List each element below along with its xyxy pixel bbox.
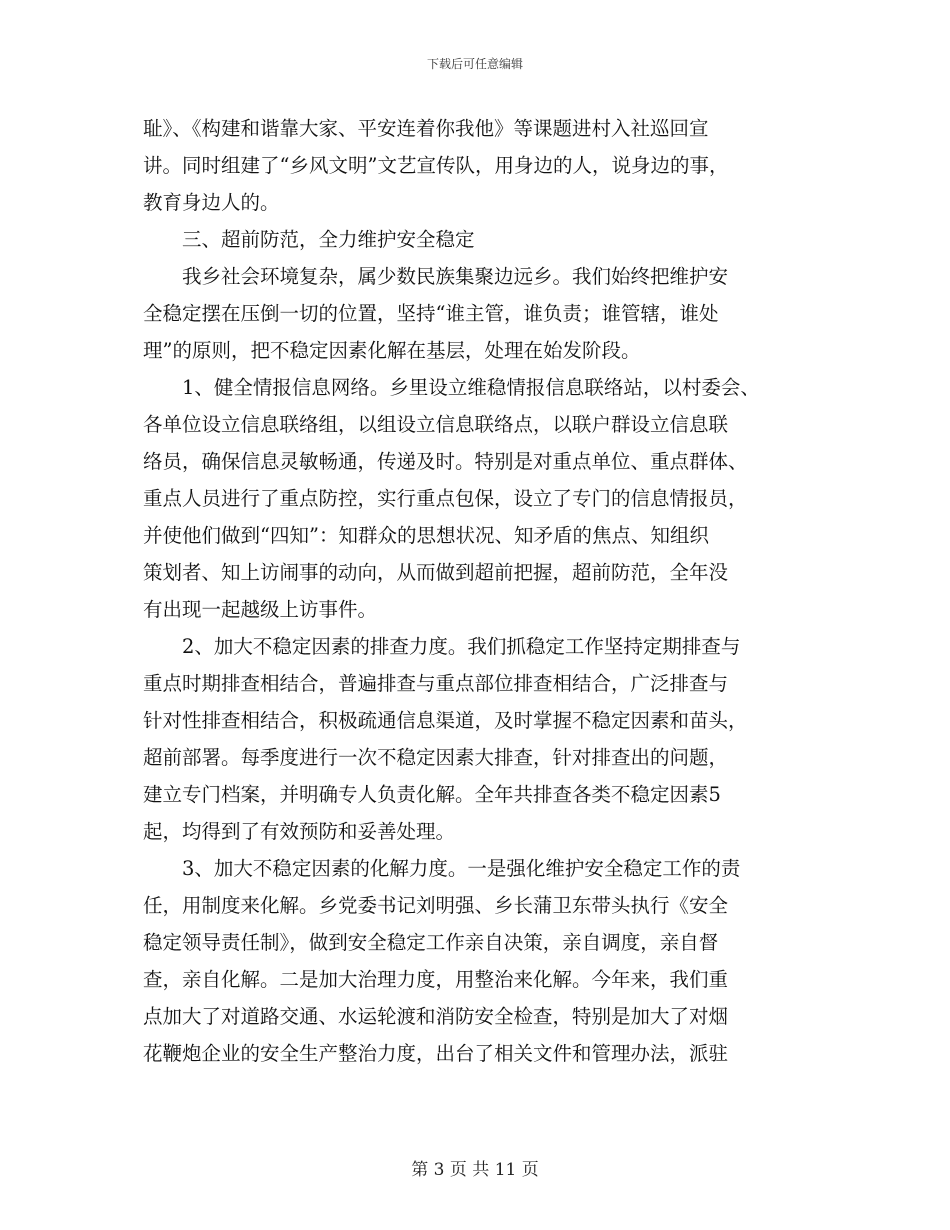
text-line: 并使他们做到“四知”：知群众的思想状况、知矛盾的焦点、知组织 bbox=[143, 524, 709, 547]
text-line: 花鞭炮企业的安全生产整治力度，出台了相关文件和管理办法，派驻 bbox=[143, 1042, 729, 1065]
text-line: 超前部署。每季度进行一次不稳定因素大排查，针对排查出的问题， bbox=[143, 746, 729, 769]
text-line: 点加大了对道路交通、水运轮渡和消防安全检查，特别是加大了对烟 bbox=[143, 1005, 729, 1028]
text-line: 策划者、知上访闹事的动向，从而做到超前把握，超前防范，全年没 bbox=[143, 561, 729, 584]
text-line: 全稳定摆在压倒一切的位置，坚持“谁主管，谁负责；谁管辖，谁处 bbox=[143, 302, 719, 325]
text-line: 起，均得到了有效预防和妥善处理。 bbox=[143, 820, 456, 843]
text-line: 各单位设立信息联络组，以组设立信息联络点，以联户群设立信息联 bbox=[143, 413, 729, 436]
text-line: 教育身边人的。 bbox=[143, 191, 280, 214]
text-line: 有出现一起越级上访事件。 bbox=[143, 598, 378, 621]
text-line: 查，亲自化解。二是加大治理力度，用整治来化解。今年来，我们重 bbox=[143, 968, 729, 991]
page-number-footer: 第 3 页 共 11 页 bbox=[411, 1160, 539, 1180]
text-line: 我乡社会环境复杂，属少数民族集聚边远乡。我们始终把维护安 bbox=[182, 265, 729, 288]
text-line: 1、健全情报信息网络。乡里设立维稳情报信息联络站，以村委会、 bbox=[182, 376, 760, 399]
text-line: 三、超前防范，全力维护安全稳定 bbox=[182, 228, 475, 251]
text-line: 耻》、《构建和谐靠大家、平安连着你我他》等课题进村入社巡回宣 bbox=[143, 117, 709, 140]
text-line: 针对性排查相结合，积极疏通信息渠道，及时掌握不稳定因素和苗头， bbox=[143, 709, 748, 732]
text-line: 重点时期排查相结合，普遍排查与重点部位排查相结合，广泛排查与 bbox=[143, 672, 729, 695]
text-line: 重点人员进行了重点防控，实行重点包保，设立了专门的信息情报员， bbox=[143, 487, 748, 510]
text-line: 任，用制度来化解。乡党委书记刘明强、乡长蒲卫东带头执行《安全 bbox=[143, 894, 729, 917]
text-line: 稳定领导责任制》，做到安全稳定工作亲自决策，亲自调度，亲自督 bbox=[143, 931, 719, 954]
text-line: 理”的原则，把不稳定因素化解在基层，处理在始发阶段。 bbox=[143, 339, 641, 362]
text-line: 2、加大不稳定因素的排查力度。我们抓稳定工作坚持定期排查与 bbox=[182, 635, 741, 658]
document-body bbox=[143, 110, 817, 1072]
text-line: 建立专门档案，并明确专人负责化解。全年共排查各类不稳定因素5 bbox=[143, 783, 721, 806]
text-line: 3、加大不稳定因素的化解力度。一是强化维护安全稳定工作的责 bbox=[182, 857, 741, 880]
text-line: 讲。同时组建了“乡风文明”文艺宣传队，用身边的人，说身边的事， bbox=[143, 154, 729, 177]
text-line: 络员，确保信息灵敏畅通，传递及时。特别是对重点单位、重点群体、 bbox=[143, 450, 748, 473]
page-header-note: 下载后可任意编辑 bbox=[426, 57, 523, 71]
